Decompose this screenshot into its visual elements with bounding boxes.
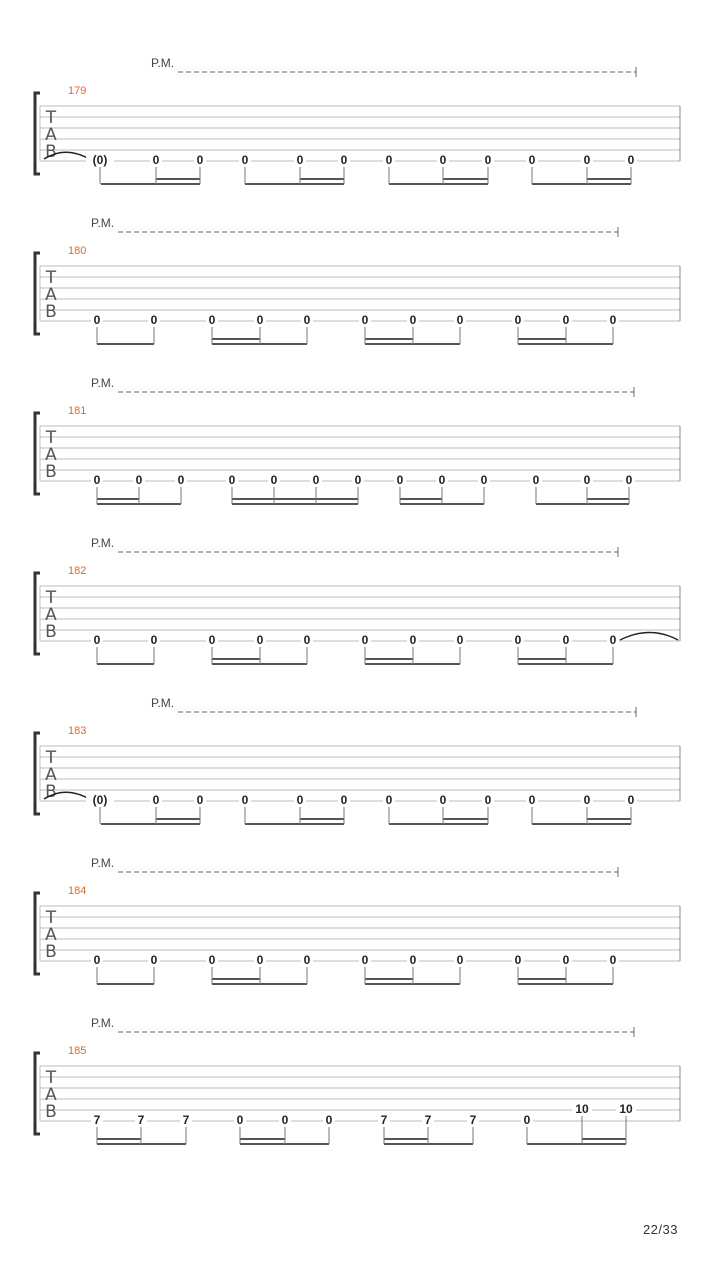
tab-clef-letter: B bbox=[45, 142, 57, 162]
tie-arc bbox=[620, 633, 678, 641]
tab-clef-letter: A bbox=[45, 925, 57, 945]
tab-system bbox=[35, 536, 680, 664]
fret-number: 0 bbox=[270, 473, 278, 487]
fret-number: 0 bbox=[439, 153, 447, 167]
fret-number: 0 bbox=[303, 633, 311, 647]
fret-number: 0 bbox=[135, 473, 143, 487]
fret-number: 0 bbox=[523, 1113, 531, 1127]
palm-mute-label: P.M. bbox=[151, 696, 175, 710]
fret-number: 0 bbox=[303, 313, 311, 327]
palm-mute-label: P.M. bbox=[91, 376, 115, 390]
tab-system bbox=[35, 856, 680, 984]
palm-mute-label: P.M. bbox=[91, 1016, 115, 1030]
fret-number: (0) bbox=[92, 153, 108, 167]
system-bracket bbox=[35, 573, 40, 654]
fret-number: 0 bbox=[385, 153, 393, 167]
tab-clef-letter: T bbox=[45, 588, 57, 608]
fret-number: 0 bbox=[480, 473, 488, 487]
fret-number: 0 bbox=[150, 953, 158, 967]
fret-number: 0 bbox=[385, 793, 393, 807]
measure-number: 184 bbox=[68, 885, 87, 897]
fret-number: 0 bbox=[236, 1113, 244, 1127]
fret-number: 7 bbox=[424, 1113, 432, 1127]
fret-number: 0 bbox=[409, 313, 417, 327]
tab-clef-letter: B bbox=[45, 782, 57, 802]
fret-number: 0 bbox=[609, 953, 617, 967]
fret-number: 0 bbox=[296, 153, 304, 167]
fret-number: 0 bbox=[583, 793, 591, 807]
fret-number: 0 bbox=[361, 313, 369, 327]
fret-number: 0 bbox=[296, 793, 304, 807]
fret-number: 0 bbox=[456, 633, 464, 647]
measure-number: 180 bbox=[68, 245, 87, 257]
fret-number: 0 bbox=[456, 953, 464, 967]
fret-number: 0 bbox=[196, 793, 204, 807]
fret-number: 10 bbox=[575, 1102, 589, 1116]
fret-number: 0 bbox=[562, 953, 570, 967]
fret-number: 0 bbox=[409, 953, 417, 967]
fret-number: 0 bbox=[583, 473, 591, 487]
measure-number: 182 bbox=[68, 565, 87, 577]
tab-clef-letter: A bbox=[45, 125, 57, 145]
fret-number: 0 bbox=[532, 473, 540, 487]
fret-number: 0 bbox=[456, 313, 464, 327]
tab-clef-letter: A bbox=[45, 765, 57, 785]
fret-number: 0 bbox=[609, 633, 617, 647]
fret-number: 0 bbox=[627, 153, 635, 167]
fret-number: 7 bbox=[137, 1113, 145, 1127]
palm-mute-label: P.M. bbox=[91, 216, 115, 230]
tab-clef-letter: B bbox=[45, 462, 57, 482]
tab-clef-letter: T bbox=[45, 908, 57, 928]
fret-number: 0 bbox=[281, 1113, 289, 1127]
fret-number: 0 bbox=[152, 793, 160, 807]
fret-number: 0 bbox=[93, 473, 101, 487]
fret-number: 10 bbox=[619, 1102, 633, 1116]
system-bracket bbox=[35, 893, 40, 974]
fret-number: 0 bbox=[241, 793, 249, 807]
fret-number: 7 bbox=[380, 1113, 388, 1127]
measure-number: 185 bbox=[68, 1045, 87, 1057]
palm-mute-label: P.M. bbox=[91, 536, 115, 550]
tab-system bbox=[35, 376, 680, 504]
fret-number: 7 bbox=[93, 1113, 101, 1127]
fret-number: 0 bbox=[152, 153, 160, 167]
tab-system bbox=[35, 1016, 680, 1144]
fret-number: 0 bbox=[93, 633, 101, 647]
tab-clef-letter: B bbox=[45, 302, 57, 322]
tab-system bbox=[35, 696, 680, 824]
palm-mute-label: P.M. bbox=[151, 56, 175, 70]
tab-clef-letter: A bbox=[45, 1085, 57, 1105]
fret-number: 0 bbox=[196, 153, 204, 167]
fret-number: 0 bbox=[361, 633, 369, 647]
page-number: 22/33 bbox=[642, 1222, 678, 1237]
fret-number: 0 bbox=[528, 793, 536, 807]
system-bracket bbox=[35, 1053, 40, 1134]
tab-clef-letter: B bbox=[45, 622, 57, 642]
fret-number: 0 bbox=[409, 633, 417, 647]
fret-number: 0 bbox=[241, 153, 249, 167]
fret-number: 0 bbox=[150, 633, 158, 647]
fret-number: 7 bbox=[469, 1113, 477, 1127]
system-bracket bbox=[35, 93, 40, 174]
fret-number: 0 bbox=[484, 793, 492, 807]
measure-number: 183 bbox=[68, 725, 87, 737]
tab-system bbox=[35, 216, 680, 344]
fret-number: 0 bbox=[208, 313, 216, 327]
fret-number: 0 bbox=[609, 313, 617, 327]
tab-clef-letter: T bbox=[45, 748, 57, 768]
tab-clef-letter: A bbox=[45, 605, 57, 625]
fret-number: 0 bbox=[439, 793, 447, 807]
fret-number: 0 bbox=[303, 953, 311, 967]
fret-number: 0 bbox=[514, 313, 522, 327]
palm-mute-label: P.M. bbox=[91, 856, 115, 870]
tab-clef-letter: T bbox=[45, 108, 57, 128]
fret-number: 0 bbox=[256, 313, 264, 327]
tab-clef-letter: A bbox=[45, 445, 57, 465]
measure-number: 181 bbox=[68, 405, 87, 417]
system-bracket bbox=[35, 253, 40, 334]
fret-number: 0 bbox=[438, 473, 446, 487]
fret-number: 0 bbox=[514, 633, 522, 647]
fret-number: 0 bbox=[256, 633, 264, 647]
fret-number: 7 bbox=[182, 1113, 190, 1127]
tab-clef-letter: B bbox=[45, 1102, 57, 1122]
fret-number: 0 bbox=[528, 153, 536, 167]
fret-number: 0 bbox=[325, 1113, 333, 1127]
fret-number: 0 bbox=[228, 473, 236, 487]
fret-number: 0 bbox=[562, 313, 570, 327]
system-bracket bbox=[35, 413, 40, 494]
fret-number: 0 bbox=[396, 473, 404, 487]
tab-clef-letter: B bbox=[45, 942, 57, 962]
fret-number: 0 bbox=[177, 473, 185, 487]
fret-number: 0 bbox=[484, 153, 492, 167]
fret-number: 0 bbox=[208, 953, 216, 967]
fret-number: 0 bbox=[361, 953, 369, 967]
fret-number: 0 bbox=[150, 313, 158, 327]
fret-number: 0 bbox=[93, 313, 101, 327]
fret-number: 0 bbox=[340, 793, 348, 807]
measure-number: 179 bbox=[68, 85, 87, 97]
fret-number: 0 bbox=[562, 633, 570, 647]
fret-number: (0) bbox=[92, 793, 108, 807]
fret-number: 0 bbox=[208, 633, 216, 647]
fret-number: 0 bbox=[627, 793, 635, 807]
fret-number: 0 bbox=[93, 953, 101, 967]
tab-clef-letter: T bbox=[45, 268, 57, 288]
fret-number: 0 bbox=[625, 473, 633, 487]
fret-number: 0 bbox=[514, 953, 522, 967]
tab-system bbox=[35, 56, 680, 184]
fret-number: 0 bbox=[312, 473, 320, 487]
fret-number: 0 bbox=[256, 953, 264, 967]
tab-clef-letter: A bbox=[45, 285, 57, 305]
fret-number: 0 bbox=[354, 473, 362, 487]
fret-number: 0 bbox=[340, 153, 348, 167]
system-bracket bbox=[35, 733, 40, 814]
tab-clef-letter: T bbox=[45, 1068, 57, 1088]
fret-number: 0 bbox=[583, 153, 591, 167]
tab-clef-letter: T bbox=[45, 428, 57, 448]
